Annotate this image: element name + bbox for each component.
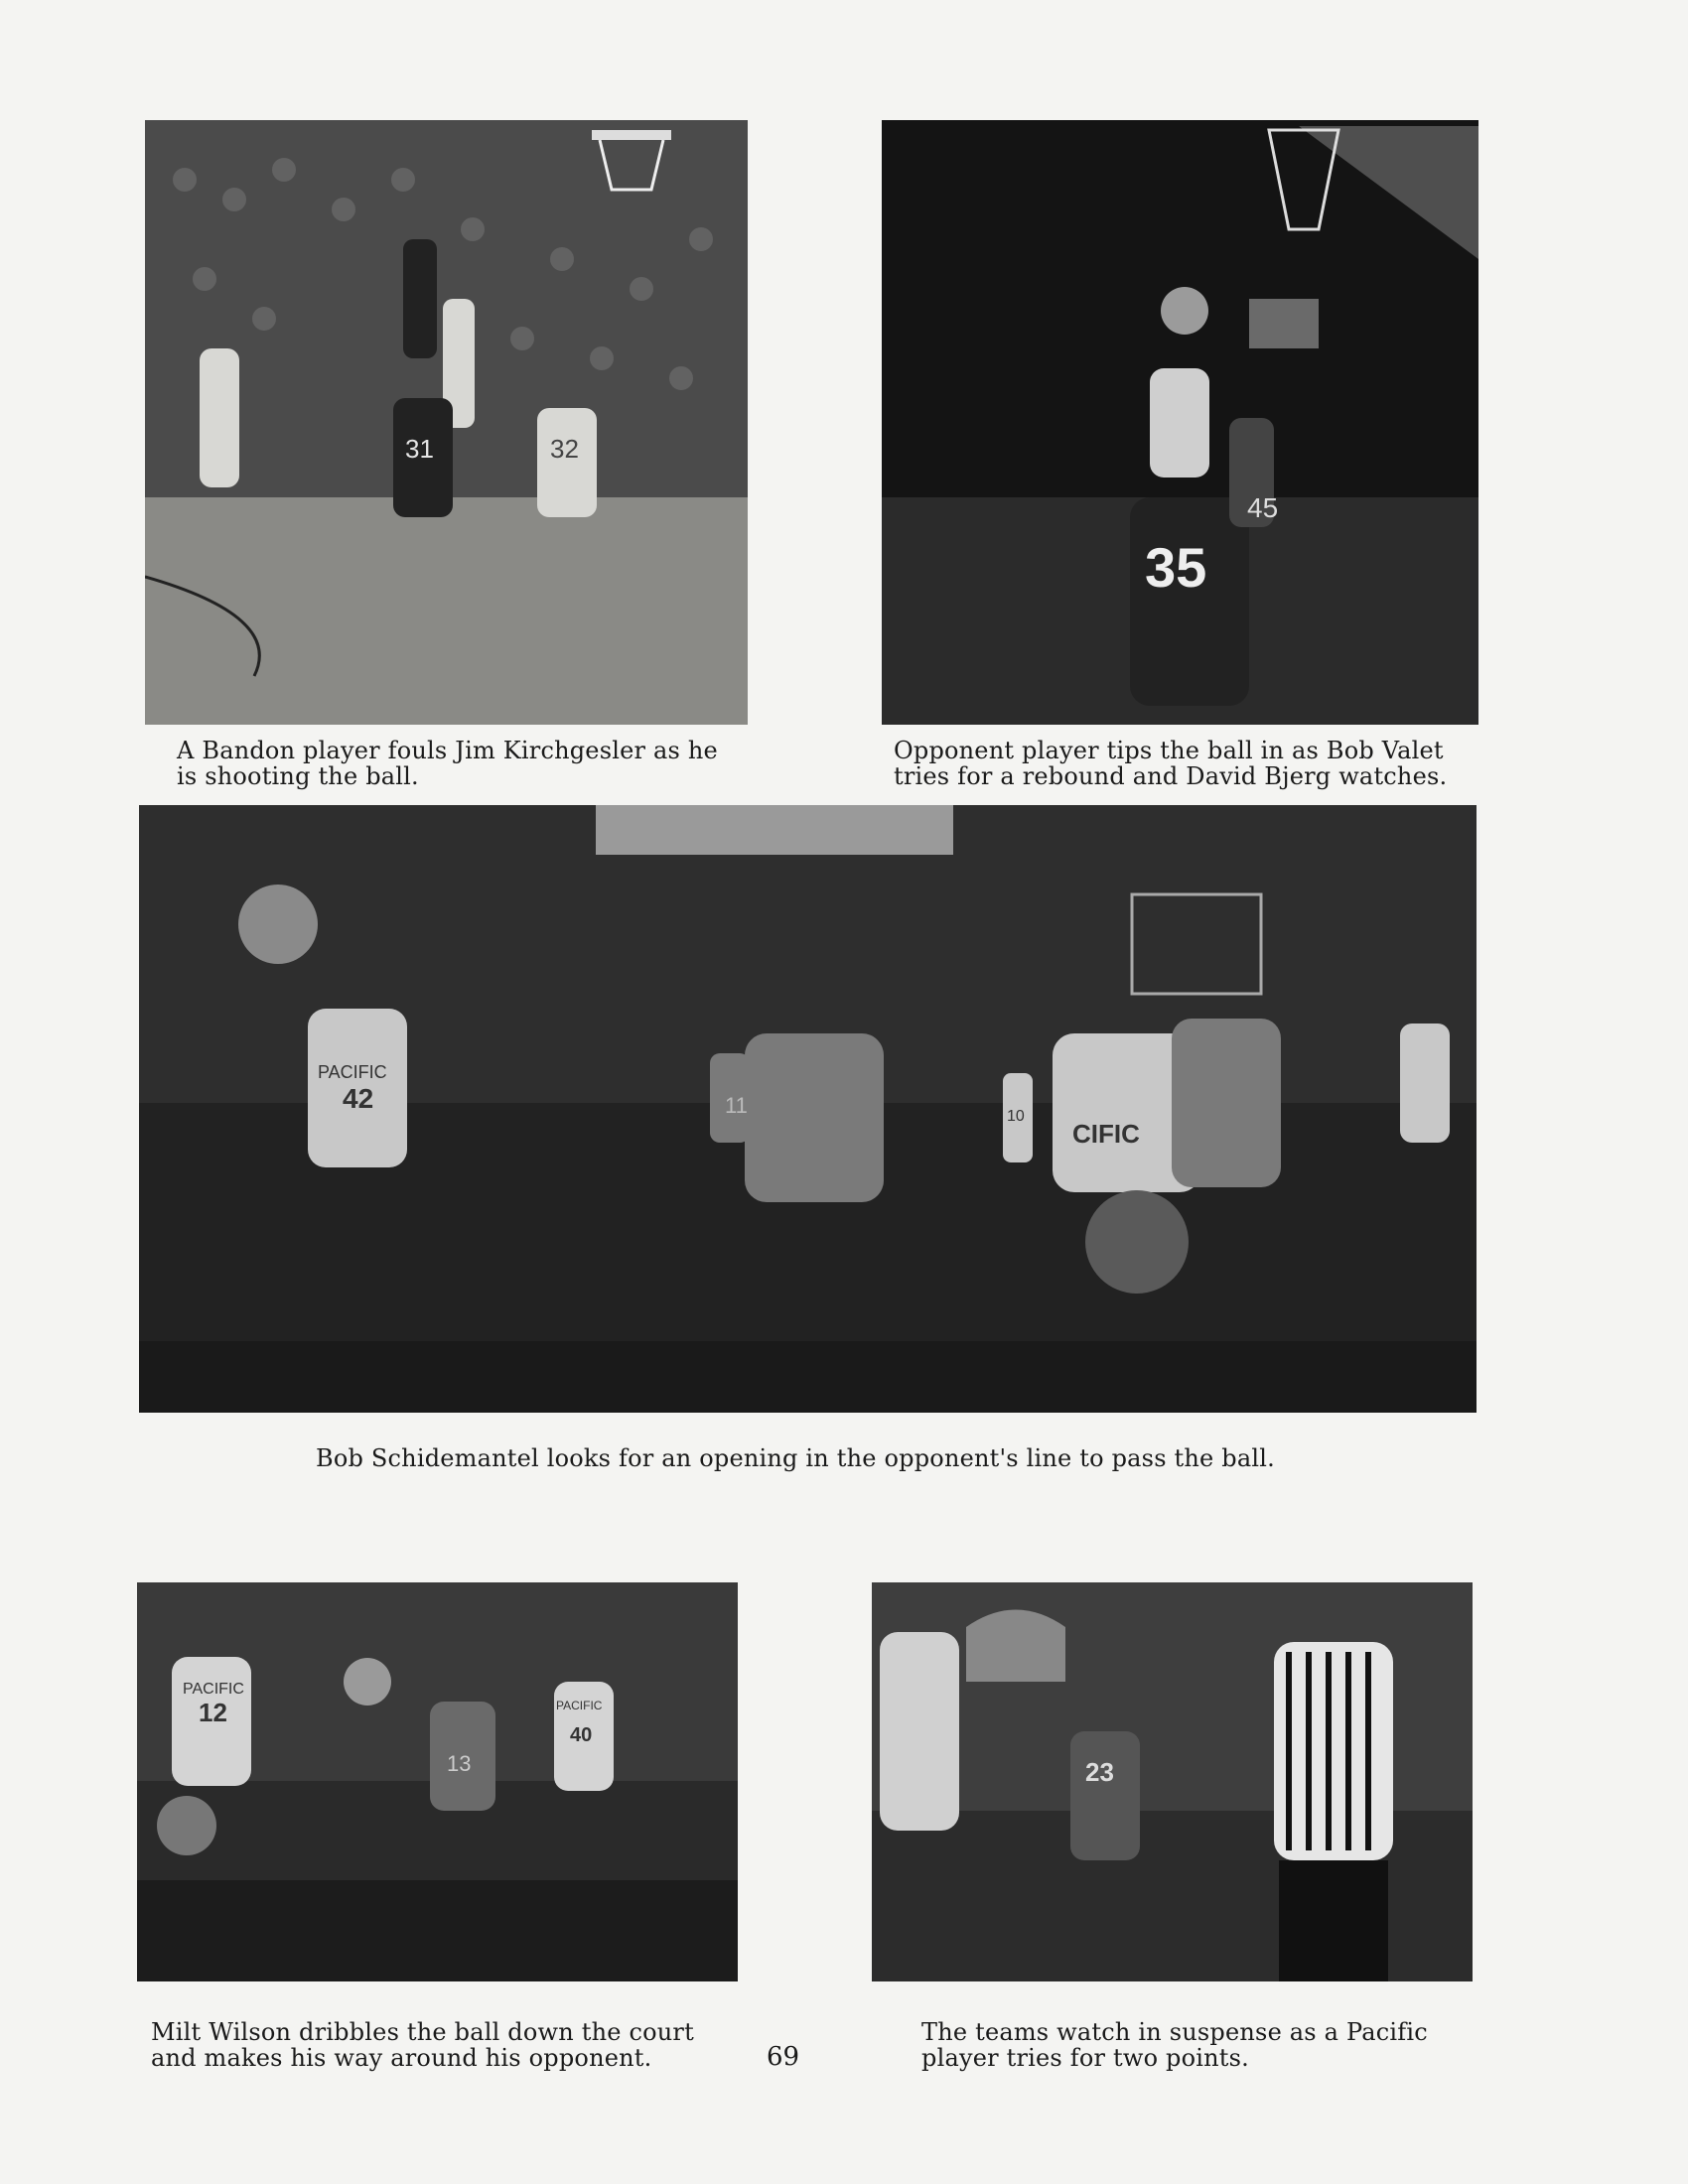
photo-4-caption: Milt Wilson dribbles the ball down the court and makes his way around his opponent. xyxy=(151,2018,694,2072)
photo-foul-shot xyxy=(145,120,748,725)
jersey-number-35: 35 xyxy=(1145,536,1207,599)
jersey-number-12: 12 xyxy=(199,1698,227,1727)
jersey-number-31: 31 xyxy=(405,434,434,464)
photo-suspense xyxy=(872,1582,1473,1981)
jersey-number-40: 40 xyxy=(570,1724,593,1746)
photo-3-caption: Bob Schidemantel looks for an opening in the opponent's line to pass the ball. xyxy=(316,1444,1275,1472)
photo-1-caption: A Bandon player fouls Jim Kirchgesler as he is shooting the ball. xyxy=(177,737,718,790)
jersey-number-32: 32 xyxy=(550,434,579,464)
jersey-number-11: 11 xyxy=(725,1093,748,1118)
photo-5-caption: The teams watch in suspense as a Pacific player tries for two points. xyxy=(921,2018,1428,2072)
jersey-text-cific: CIFIC xyxy=(1072,1119,1140,1149)
photo-dribble xyxy=(137,1582,738,1981)
jersey-number-45: 45 xyxy=(1247,492,1279,523)
jersey-number-42: 42 xyxy=(343,1083,374,1114)
jersey-text-pacific-12: PACIFIC xyxy=(183,1681,244,1698)
page-number: 69 xyxy=(767,2042,800,2072)
jersey-number-23: 23 xyxy=(1085,1757,1114,1787)
photo-tip-in xyxy=(882,120,1478,725)
photo-2-caption: Opponent player tips the ball in as Bob Valet tries for a rebound and David Bjerg watches. xyxy=(894,737,1448,790)
photo-pass-opening xyxy=(139,805,1477,1413)
jersey-text-pacific: PACIFIC xyxy=(318,1062,387,1082)
jersey-number-10: 10 xyxy=(1007,1108,1025,1125)
jersey-text-pacific-40: PACIFIC xyxy=(556,1699,603,1712)
jersey-number-13: 13 xyxy=(447,1751,472,1776)
